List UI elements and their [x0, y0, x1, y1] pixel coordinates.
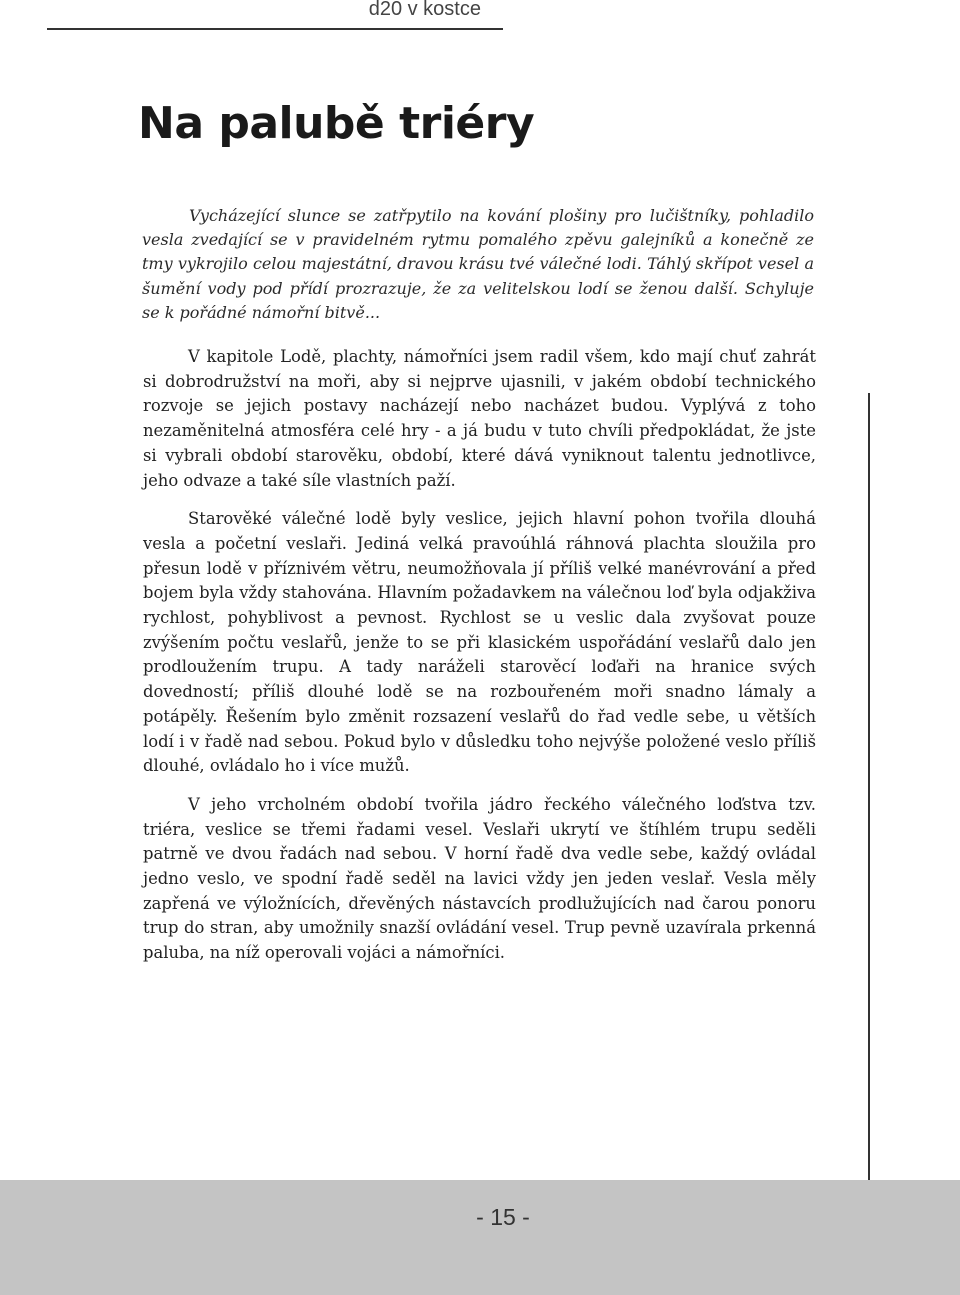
page-number: - 15 - [476, 1204, 530, 1230]
header-rule [47, 28, 503, 30]
chapter-title: Na palubě triéry [138, 98, 535, 149]
body-paragraph: V jeho vrcholném období tvořila jádro řeckého válečného loďstva tzv. triéra, veslice se třemi řadami vesel. Veslaři ukrytí ve štíhlém trupu seděli patrně ve dvou řadách nad sebou. V horní řadě dva vedle sebe, každý ovládal jedno veslo, ve spodní řadě seděl na lavici vždy jen jeden veslař. Vesla měly zapřená ve výložnících, dřevěných nástavcích prodlužujících nad čarou ponoru trup do stran, aby umožnily snazší ovládání vesel. Trup pevně uzavírala prkenná paluba, na níž operovali vojáci a námořníci. [143, 794, 816, 963]
running-header [0, 0, 503, 30]
body-paragraph: Starověké válečné lodě byly veslice, jejich hlavní pohon tvořila dlouhá vesla a početní veslaři. Jediná velká pravoúhlá ráhnová plachta sloužila pro přesun lodě v příznivém větru, neumožňovala jí příliš velké manévrování a před bojem byla vždy stahována. Hlavním požadavkem na válečnou loď byla odjakživa rychlost, pohyblivost a pevnost. Rychlost se u veslic dala zvyšovat pouze zvýšením počtu veslařů, jenže to se při klasickém uspořádání veslařů dalo jen prodloužením trupu. A tady naráželi starověcí loďaři na hranice svých dovedností; příliš dlouhé lodě se na rozbouřeném moři snadno lámaly a potápěly. Řešením bylo změnit rozsazení veslařů do řad vedle sebe, u větších lodí i v řadě nad sebou. Pokud bylo v důsledku toho nejvýše položené veslo příliš dlouhé, ovládalo ho i více mužů. [143, 509, 816, 776]
margin-rule [868, 393, 870, 1183]
body-text [143, 345, 816, 980]
body-paragraph: V kapitole Lodě, plachty, námořníci jsem radil všem, kdo mají chuť zahrát si dobrodružství na moři, aby si nejprve ujasnili, v jakém období technického rozvoje se jejich postavy nacházejí nebo nacházet budou. Vyplývá z toho nezaměnitelná atmosféra celé hry - a já budu v tuto chvíli předpokládat, že jste si vybrali období starověku, období, které dává vyniknout talentu jednotlivce, jeho odvaze a také síle vlastních paží. [143, 347, 816, 490]
intro-paragraph: Vycházející slunce se zatřpytilo na kování plošiny pro lučištníky, pohladilo vesla zvedající se v pravidelném rytmu pomalého zpěvu galejníků a konečně ze tmy vykrojilo celou majestátní, dravou krásu tvé válečné lodi. Táhlý skřípot vesel a šumění vody pod přídí prozrazuje, že za velitelskou lodí se ženou další. Schyluje se k pořádné námořní bitvě... [142, 206, 814, 322]
footer-band [0, 1180, 960, 1295]
running-title: d20 v kostce [368, 0, 481, 20]
